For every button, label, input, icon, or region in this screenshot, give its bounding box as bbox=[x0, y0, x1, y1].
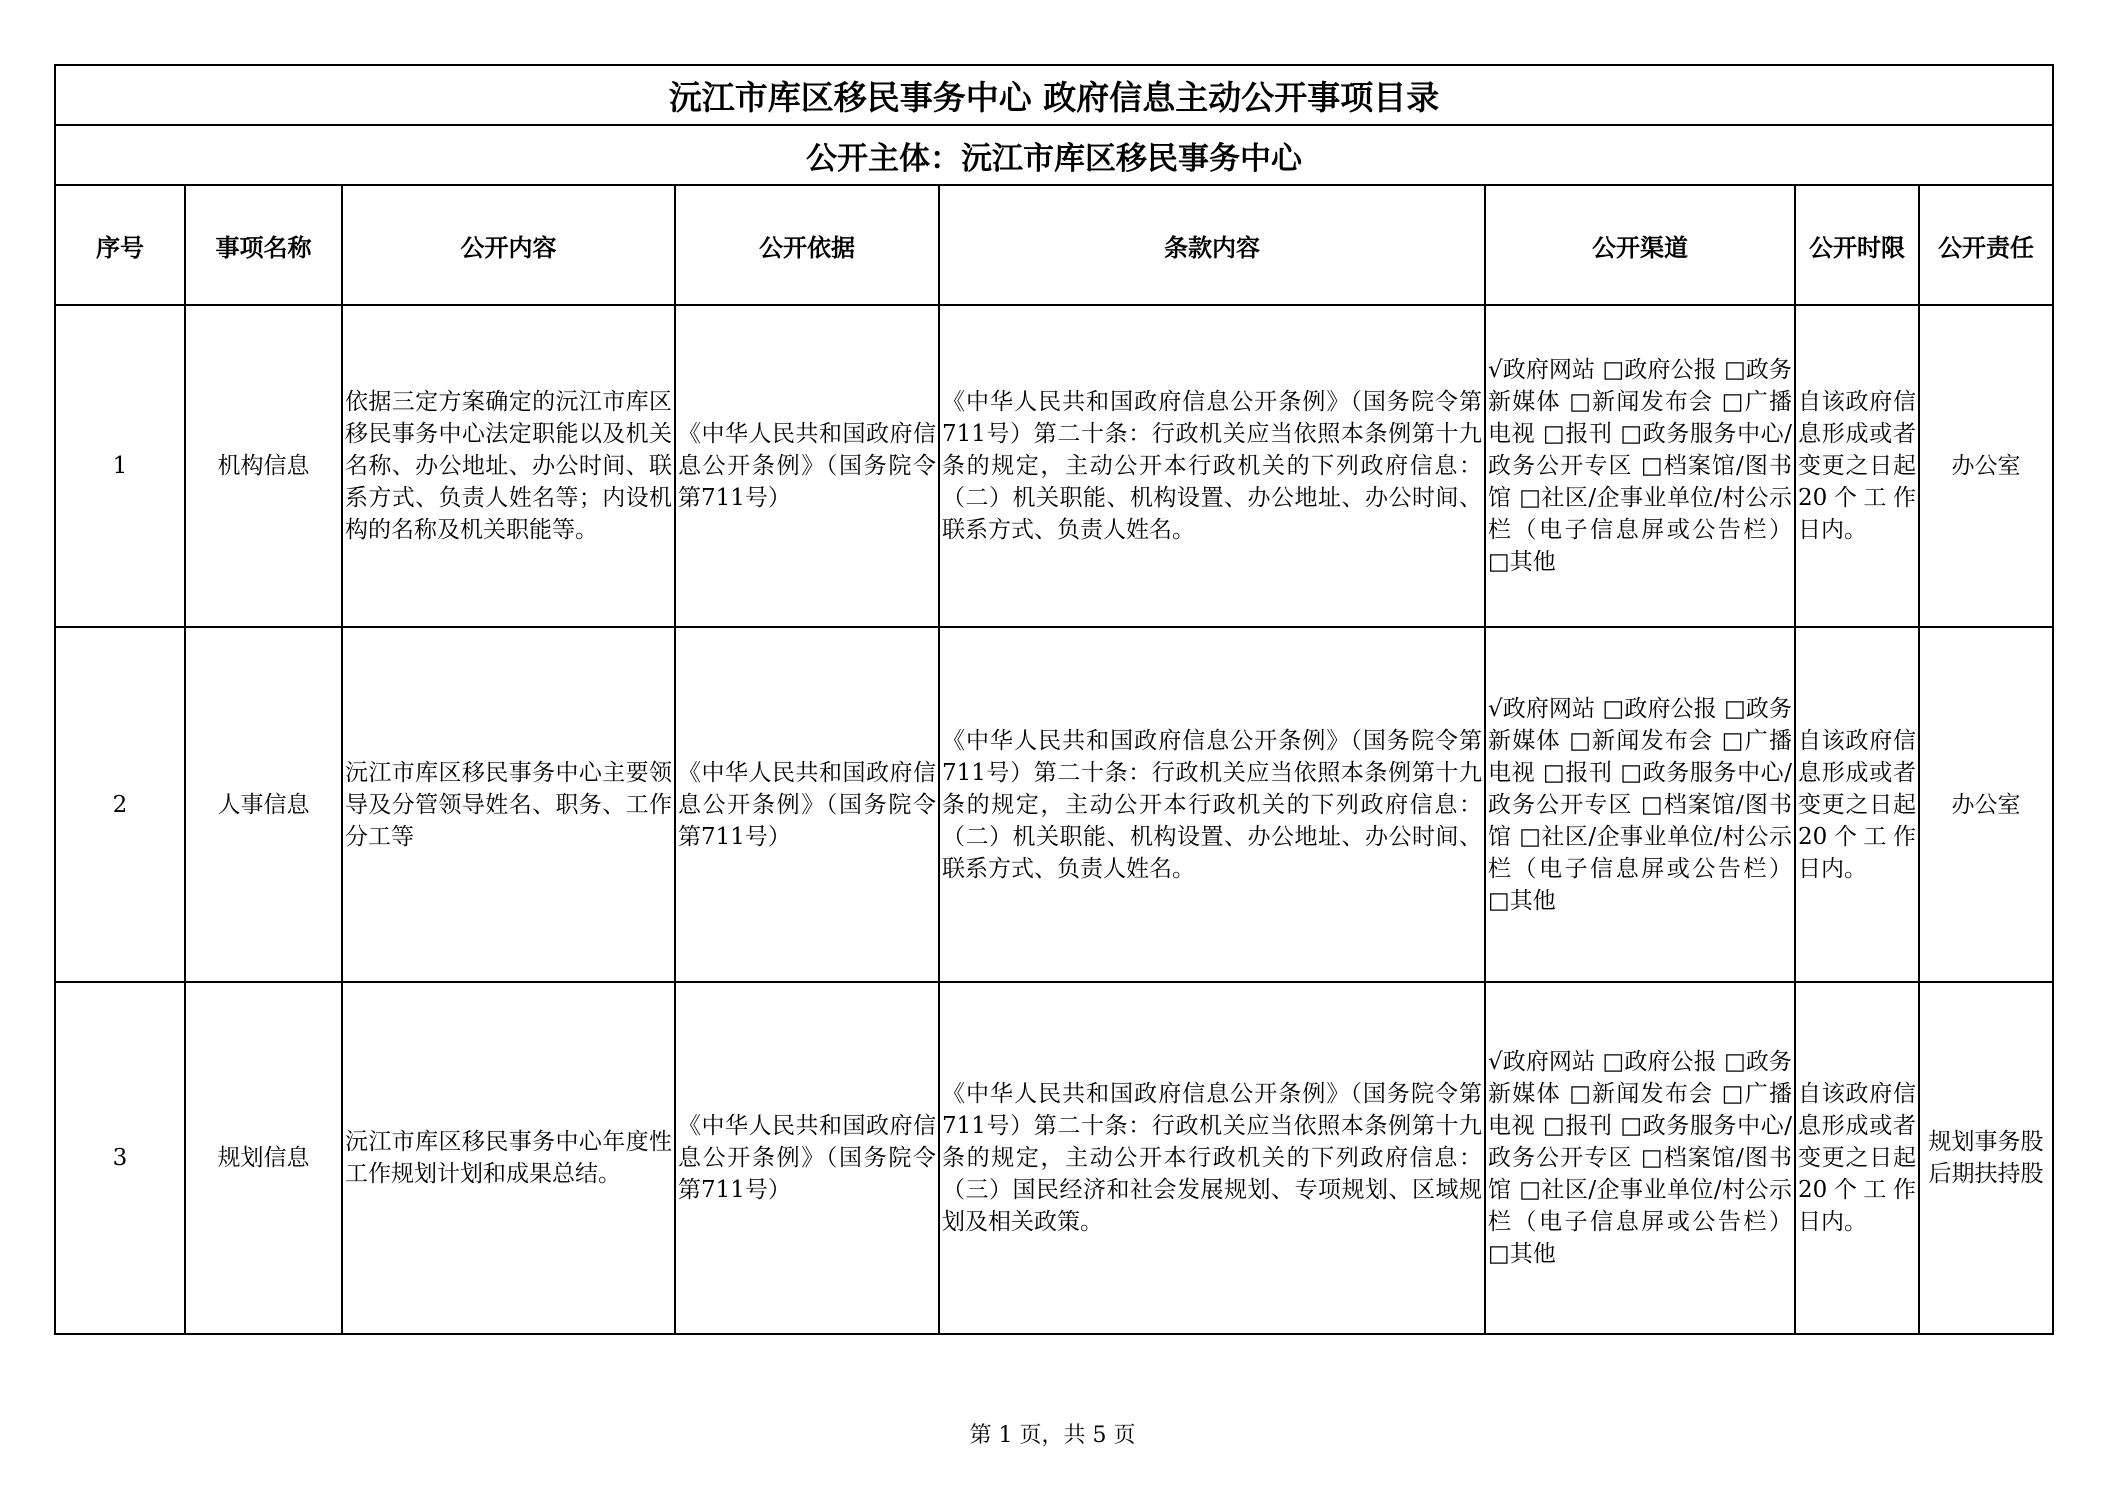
disclosure-channel: √政府网站 □政府公报 □政务新媒体 □新闻发布会 □广播电视 □报刊 □政务服务中心/政务公开专区 □档案馆/图书馆 □社区/企事业单位/村公示栏（电子信息屏或公告栏） □其他 bbox=[1485, 982, 1795, 1334]
column-header-clause: 条款内容 bbox=[939, 185, 1485, 305]
title-row bbox=[55, 65, 2053, 125]
item-name: 规划信息 bbox=[185, 982, 342, 1334]
column-header-content: 公开内容 bbox=[342, 185, 675, 305]
table-row bbox=[55, 305, 2053, 627]
disclosure-content: 沅江市库区移民事务中心主要领导及分管领导姓名、职务、工作分工等 bbox=[342, 627, 675, 982]
clause-content: 《中华人民共和国政府信息公开条例》（国务院令第711号）第二十条：行政机关应当依照本条例第十九条的规定，主动公开本行政机关的下列政府信息：（三）国民经济和社会发展规划、专项规划、区域规划及相关政策。 bbox=[939, 982, 1485, 1334]
disclosure-channel: √政府网站 □政府公报 □政务新媒体 □新闻发布会 □广播电视 □报刊 □政务服务中心/政务公开专区 □档案馆/图书馆 □社区/企事业单位/村公示栏（电子信息屏或公告栏） □其他 bbox=[1485, 627, 1795, 982]
time-limit: 自该政府信息形成或者变更之日起20个工作日内。 bbox=[1795, 982, 1919, 1334]
row-number: 1 bbox=[55, 305, 185, 627]
disclosure-content: 沅江市库区移民事务中心年度性工作规划计划和成果总结。 bbox=[342, 982, 675, 1334]
table-row bbox=[55, 627, 2053, 982]
table-row bbox=[55, 982, 2053, 1334]
disclosure-channel: √政府网站 □政府公报 □政务新媒体 □新闻发布会 □广播电视 □报刊 □政务服务中心/政务公开专区 □档案馆/图书馆 □社区/企事业单位/村公示栏（电子信息屏或公告栏） □其他 bbox=[1485, 305, 1795, 627]
responsibility: 办公室 bbox=[1919, 627, 2053, 982]
disclosure-catalog-table bbox=[54, 64, 2054, 1335]
time-limit: 自该政府信息形成或者变更之日起20个工作日内。 bbox=[1795, 305, 1919, 627]
item-name: 机构信息 bbox=[185, 305, 342, 627]
column-header-responsibility: 公开责任 bbox=[1919, 185, 2053, 305]
row-number: 2 bbox=[55, 627, 185, 982]
catalog-sheet bbox=[54, 64, 2052, 1335]
responsibility: 规划事务股后期扶持股 bbox=[1919, 982, 2053, 1334]
clause-content: 《中华人民共和国政府信息公开条例》（国务院令第711号）第二十条：行政机关应当依照本条例第十九条的规定，主动公开本行政机关的下列政府信息：（二）机关职能、机构设置、办公地址、办公时间、联系方式、负责人姓名。 bbox=[939, 627, 1485, 982]
responsibility: 办公室 bbox=[1919, 305, 2053, 627]
disclosure-basis: 《中华人民共和国政府信息公开条例》（国务院令第711号） bbox=[675, 305, 939, 627]
column-header-basis: 公开依据 bbox=[675, 185, 939, 305]
clause-content: 《中华人民共和国政府信息公开条例》（国务院令第711号）第二十条：行政机关应当依照本条例第十九条的规定，主动公开本行政机关的下列政府信息：（二）机关职能、机构设置、办公地址、办公时间、联系方式、负责人姓名。 bbox=[939, 305, 1485, 627]
row-number: 3 bbox=[55, 982, 185, 1334]
document-title: 沅江市库区移民事务中心 政府信息主动公开事项目录 bbox=[55, 65, 2053, 125]
page-number: 第 1 页，共 5 页 bbox=[969, 1423, 1136, 1448]
column-header-item-name: 事项名称 bbox=[185, 185, 342, 305]
time-limit: 自该政府信息形成或者变更之日起20个工作日内。 bbox=[1795, 627, 1919, 982]
disclosure-basis: 《中华人民共和国政府信息公开条例》（国务院令第711号） bbox=[675, 982, 939, 1334]
column-header-channel: 公开渠道 bbox=[1485, 185, 1795, 305]
disclosure-subject: 公开主体：沅江市库区移民事务中心 bbox=[55, 125, 2053, 185]
column-header-no: 序号 bbox=[55, 185, 185, 305]
column-header-time-limit: 公开时限 bbox=[1795, 185, 1919, 305]
disclosure-basis: 《中华人民共和国政府信息公开条例》（国务院令第711号） bbox=[675, 627, 939, 982]
item-name: 人事信息 bbox=[185, 627, 342, 982]
header-row bbox=[55, 185, 2053, 305]
disclosure-content: 依据三定方案确定的沅江市库区移民事务中心法定职能以及机关名称、办公地址、办公时间、联系方式、负责人姓名等；内设机构的名称及机关职能等。 bbox=[342, 305, 675, 627]
subject-row bbox=[55, 125, 2053, 185]
